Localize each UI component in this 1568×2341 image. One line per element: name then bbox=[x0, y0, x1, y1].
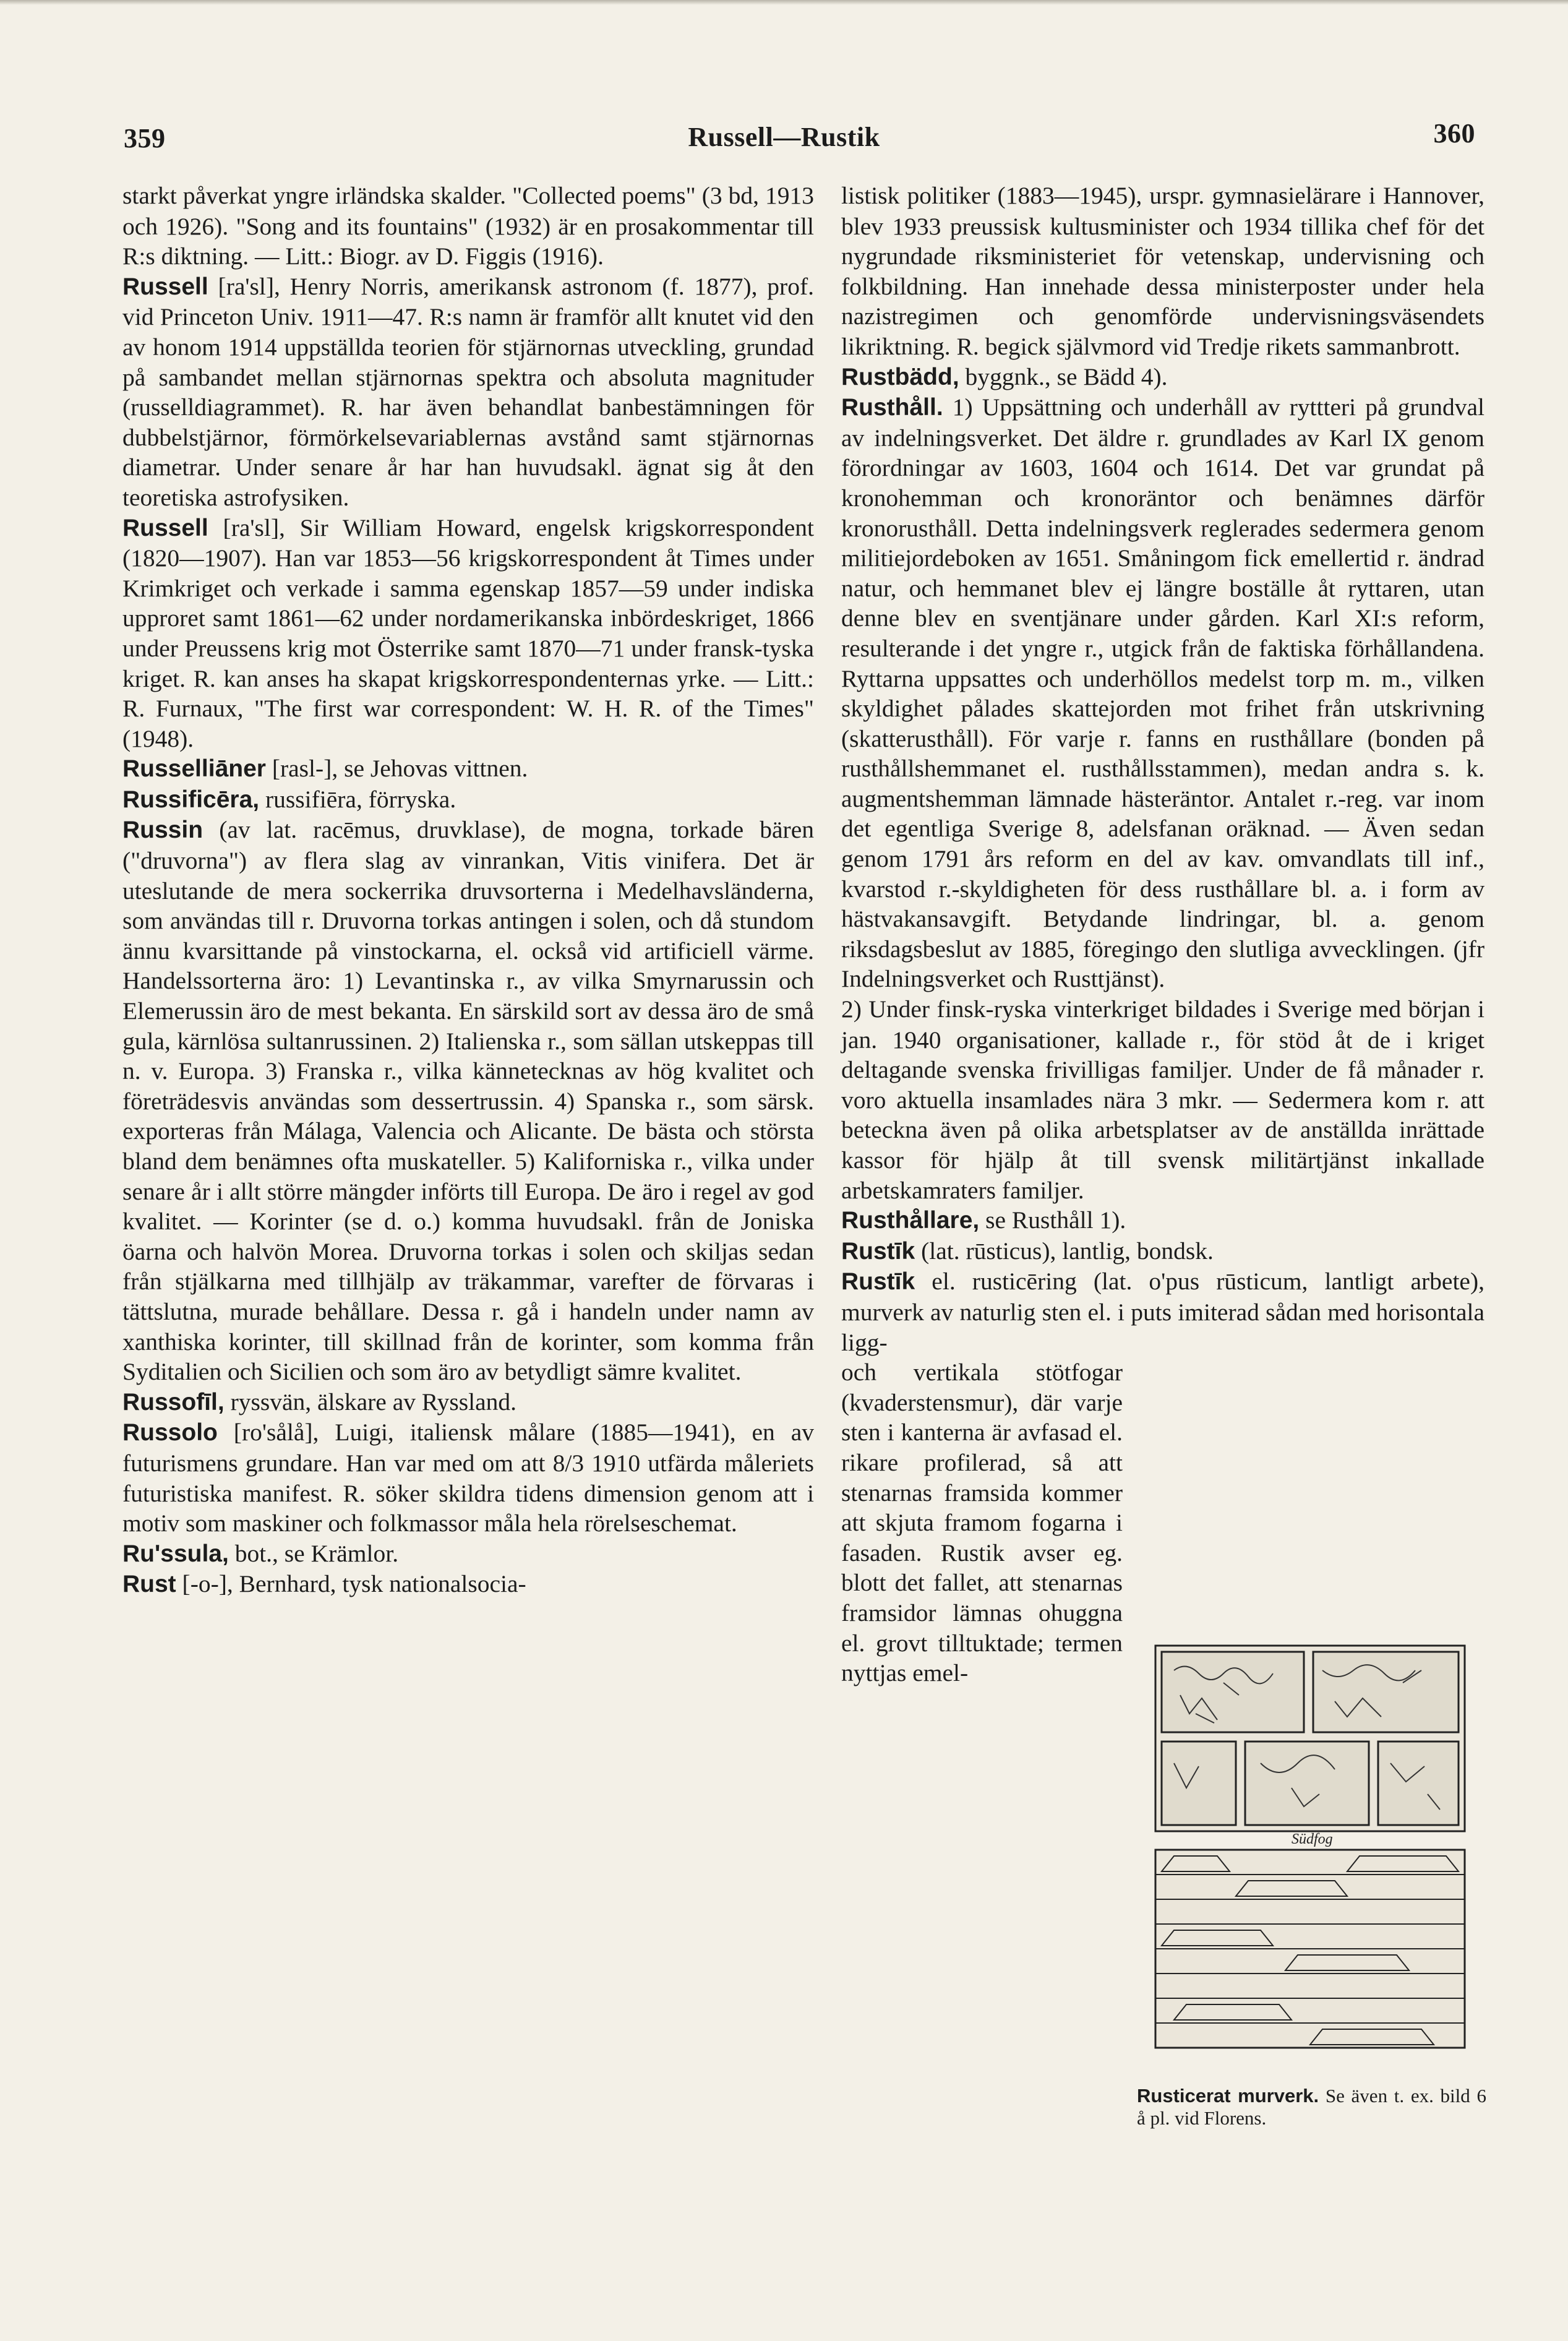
entry-text: 1) Uppsättning och underhåll av ryttteri på grundval av indelningsverket. Det äldre r. grundlades av Karl IX genom förordningar av 1603, 1604 och 1614. Det var grundat på kronohemman och kronoräntor och benämnes därför kronorusthåll. Detta indelningsverk reglerades sedermera genom militiejordeboken av 1651. Småningom fick emellertid r. ändrad natur, och hemmanet blev ej längre boställe åt ryttaren, utan denne blev en sventjänare under gården. Karl XI:s reform, resulterande i det yngre r., utgick från de faktiska förhållandena. Ryttarna uppsattes och underhöllos medelst torp m. m., vilken skyldighet pålades skattejorden mot frihet från utskrivning (skatterusthåll). För varje r. fanns en rusthållare (bonden på rusthållshemmanet el. rusthållsstammen), medan andra s. k. augmentshemman lämnade hästeräntor. Antalet r.-reg. var inom det egentliga Sverige 8, adelsfanan oräknad. — Även sedan genom 1791 års reform en del av kav. omvandlats till inf., kvarstod r.-skyldigheten för dess rusthållare bl. a. i form av hästvakansavgift. Betydande lindringar, bl. a. genom riksdagsbeslut av 1885, föregingo den slutliga avvecklingen. (jfr Indelningsverket och Rusttjänst). bbox=[841, 393, 1484, 993]
entry-russofil bbox=[122, 1387, 814, 1418]
headword: Russin bbox=[122, 817, 203, 844]
entry-text: (lat. rūsticus), lantlig, bondsk. bbox=[915, 1237, 1214, 1265]
entry-text: [ra'sl], Sir William Howard, engelsk krigskorrespondent (1820—1907). Han var 1853—56 krigskorrespondent åt Times under Krimkriget och verkade i samma egenskap 1857—59 under indiska upproret samt 1861—62 under nordamerikanska inbördeskriget, 1866 under Preussens krig mot Österrike samt 1870—71 under fransk-tyska kriget. R. kan anses ha skapat krigskorrespondenternas yrke. — Litt.: R. Furnaux, "The first war correspondent: W. H. R. of the Times" (1948). bbox=[122, 513, 814, 752]
entry-text: el. rusticēring (lat. o'pus rūsticum, lantligt arbete), murverk av naturlig sten el. i puts imiterad sådan med horisontala ligg- bbox=[841, 1268, 1484, 1356]
entry-russin bbox=[122, 815, 814, 1386]
headword: Russelliāner bbox=[122, 755, 266, 783]
page-number-left: 359 bbox=[124, 123, 166, 153]
entry-russificera bbox=[122, 784, 814, 815]
entry-text: [rasl-], se Jehovas vittnen. bbox=[265, 755, 528, 783]
entry-text: bot., se Krämlor. bbox=[228, 1539, 399, 1567]
headword: Rust bbox=[122, 1571, 176, 1598]
entry-text: [ra'sl], Henry Norris, amerikansk astronom (f. 1877), prof. vid Princeton Univ. 1911—47. R:s namn är framför allt knutet vid den av honom 1914 uppställda teorien för stjärnornas utveckling, grundad på sambandet mellan stjärnornas spektra och absoluta magnituder (russelldiagrammet). R. har även behandlat banbestämningen för dubbelstjärnor, förmörkelsevariablernas avstånd samt stjärnornas diametrar. Under senare år har han huvudsakl. ägnat sig åt den teoretiska astrofysiken. bbox=[122, 272, 814, 511]
entry-rustbadd bbox=[841, 362, 1484, 393]
page-number-right: 360 bbox=[1433, 118, 1475, 148]
entry-text: se Rusthåll 1). bbox=[979, 1206, 1126, 1234]
right-column bbox=[841, 181, 1484, 1688]
entry-text: starkt påverkat yngre irländska skalder. "Collected poems" (3 bd, 1913 och 1926). "Song and its fountains" (1932) är en prosakommentar till R:s diktning. — Litt.: Biogr. av D. Figgis (1916). bbox=[122, 182, 814, 270]
headword: Rustbädd, bbox=[841, 363, 959, 390]
entry-rusthallare bbox=[841, 1205, 1484, 1236]
headword: Rustīk bbox=[841, 1237, 915, 1265]
entry-russell-william bbox=[122, 513, 814, 754]
entry-russell-henry bbox=[122, 272, 814, 513]
entry-text: (av lat. racēmus, druvklase), de mogna, torkade bären ("druvorna") av flera slag av vinrankan, Vitis vinifera. Det är uteslutande de mera sockerrika druvsorterna i Medelhavsländerna, som användas till r. Druvorna torkas antingen i solen, och då stundom ännu kvarsittande på vinstockarna, el. också vid artificiell värme. Handelssorterna äro: 1) Levantinska r., av vilka Smyrnarussin och Elemerussin äro de mest bekanta. En särskild sort av dessa äro de små gula, kärnlösa sultanrussinen. 2) Italienska r., som sällan utskeppas till n. v. Europa. 3) Franska r., vilka kännetecknas av hög kvalitet och företrädesvis användas som dessertrussin. 4) Spanska r., som särsk. exporteras från Málaga, Valencia och Alicante. De bästa och största bland dem benämnes ofta muskateller. 5) Kaliforniska r., vilka under senare år i allt större mängder införts till Europa. De äro i regel av god kvalitet. — Korinter (se d. o.) komma huvudsakl. från de Joniska öarna och halvön Morea. Druvorna torkas i solen och skiljas sedan från stjälkarna med tillhjälp av träkammar, varefter de förvaras i tättslutna, murade behållare. Dessa r. gå i handeln under namn av xanthiska korinter, till skillnad från de korinter, som komma från Syditalien och Sicilien och som äro av betydligt sämre kvalitet. bbox=[122, 816, 814, 1386]
entry-text: byggnk., se Bädd 4). bbox=[959, 363, 1168, 390]
masonry-drawing bbox=[1137, 1627, 1483, 2060]
caption-rest: Se även t. ex. bild 6 å pl. vid Florens. bbox=[1137, 2085, 1486, 2129]
headword: Rusthållare, bbox=[841, 1207, 980, 1234]
headword: Ru'ssula, bbox=[122, 1540, 229, 1567]
left-column bbox=[122, 181, 814, 1600]
entry-text: [-o-], Bernhard, tysk nationalsocia- bbox=[176, 1570, 526, 1598]
entry-text: listisk politiker (1883—1945), urspr. gymnasielärare i Hannover, blev 1933 preussisk kultusminister och 1934 tillika chef för det nygrundade riksministeriet för vetenskap, undervisning och folkbildning. Han innehade dessa ministerposter under hela nazistregimen och genomförde undervisningsväsendets likriktning. R. begick självmord vid Tredje rikets sammanbrott. bbox=[841, 182, 1484, 360]
headword: Russolo bbox=[122, 1419, 218, 1446]
page-edge bbox=[0, 0, 1568, 5]
entry-russellianer bbox=[122, 754, 814, 784]
headword: Rusthåll. bbox=[841, 394, 943, 421]
entry-0 bbox=[122, 181, 814, 272]
entry-text: 2) Under finsk-ryska vinterkriget bildades i Sverige med början i jan. 1940 organisationer, kallade r., för stöd åt de i kriget deltagande svenska frivilligas familjer. Under de få månader r. voro aktuella insamlades nära 3 mkr. — Sedermera kom r. att beteckna även på olika arbetsplatser av de anställda inrättade kassor för hjälp åt till svensk militärtjänst inkallade arbetskamraters familjer. bbox=[841, 995, 1484, 1204]
caption-lead: Rusticerat murverk. bbox=[1137, 2085, 1319, 2107]
running-title: Russell—Rustik bbox=[688, 122, 880, 152]
entry-rustik-narrow: och vertikala stötfogar (kvaderstensmur), där varje sten i kanterna är avfasad el. rikare profilerad, så att stenarnas framsida kommer att skjuta framom fogarna i fasaden. Rustik avser eg. blott det fallet, att stenarnas framsidor lämnas ohuggna el. grovt tilltuktade; termen nyttjas emel- bbox=[841, 1359, 1123, 1687]
headword: Russofīl, bbox=[122, 1388, 225, 1415]
entry-text: ryssvän, älskare av Ryssland. bbox=[224, 1388, 517, 1415]
entry-rustik-noun bbox=[841, 1266, 1484, 1357]
artist-signature: Südfog bbox=[1292, 1831, 1333, 1847]
entry-rusthall-2 bbox=[841, 994, 1484, 1205]
headword: Rustīk bbox=[841, 1268, 915, 1295]
figure-caption bbox=[1137, 2085, 1486, 2129]
entry-rust bbox=[122, 1569, 814, 1600]
entry-russula bbox=[122, 1539, 814, 1570]
headword: Russell bbox=[122, 514, 208, 541]
entry-russolo bbox=[122, 1417, 814, 1538]
entry-rustik-adj bbox=[841, 1236, 1484, 1267]
headword: Russell bbox=[122, 273, 208, 300]
entry-rust-cont bbox=[841, 181, 1484, 362]
entry-text: [ro'sålå], Luigi, italiensk målare (1885—1941), en av futurismens grundare. Han var med om att 8/3 1910 utfärda måleriets futuristiska manifest. R. söker skildra tidens dimension genom att i motiv som maskiner och folkmassor måla hela rörelseschemat. bbox=[122, 1419, 814, 1537]
headword: Russificēra, bbox=[122, 786, 260, 813]
entry-text: russifiēra, förryska. bbox=[259, 785, 456, 813]
rustic-masonry-illustration bbox=[1137, 1627, 1483, 2060]
entry-rusthall bbox=[841, 392, 1484, 994]
